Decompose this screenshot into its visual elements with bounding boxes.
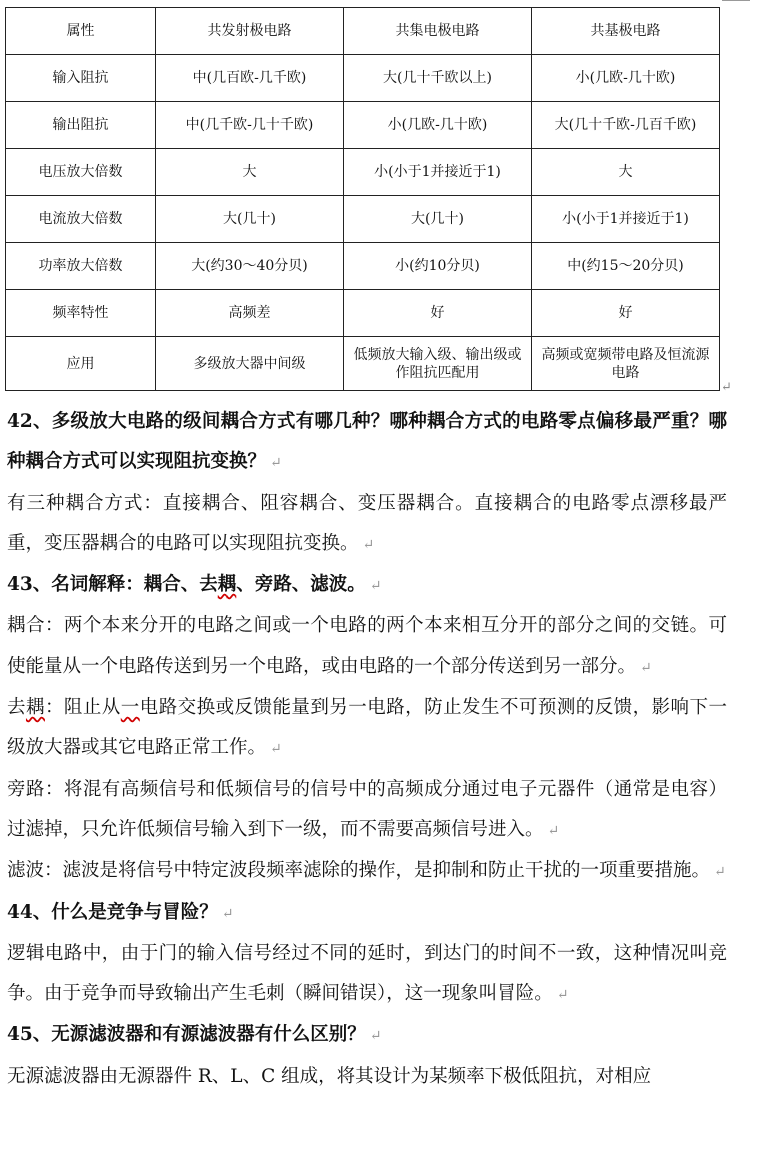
table-row [6, 149, 720, 196]
table-cell: 中(约15～20分贝) [532, 243, 720, 290]
answer-44: 逻辑电路中，由于门的输入信号经过不同的延时，到达门的时间不一致，这种情况叫竞争。由于竞争而导致输出产生毛刺（瞬间错误），这一现象叫冒险。 ↵ [7, 942, 727, 1005]
table-cell: 小(几欧-几十欧) [532, 55, 720, 102]
question-42: 42、多级放大电路的级间耦合方式有哪几种？哪种耦合方式的电路零点偏移最严重？哪种耦合方式可以实现阻抗变换？ ↵ [7, 411, 727, 473]
table-cell: 小(小于1并接近于1) [532, 196, 720, 243]
paragraph-mark-icon: ↵ [721, 380, 732, 395]
row-label: 电流放大倍数 [6, 196, 156, 243]
table-cell: 好 [344, 290, 532, 337]
header-cell: 共基极电路 [532, 8, 720, 55]
question-45: 45、无源滤波器和有源滤波器有什么区别？ ↵ [7, 1024, 382, 1046]
answer-42: 有三种耦合方式：直接耦合、阻容耦合、变压器耦合。直接耦合的电路零点漂移最严重，变压器耦合的电路可以实现阻抗变换。 ↵ [7, 492, 727, 554]
answer-43-decoupling: 去耦：阻止从一电路交换或反馈能量到另一电路，防止发生不可预测的反馈，影响下一级放大器或其它电路正常工作。 ↵ [7, 697, 727, 759]
table-cell: 大(几十千欧以上) [344, 55, 532, 102]
paragraph-mark-icon: ↵ [369, 1028, 382, 1045]
paragraph-mark-icon: ↵ [556, 987, 569, 1004]
paragraph-mark-icon: ↵ [714, 864, 726, 881]
header-cell: 共发射极电路 [156, 8, 344, 55]
paragraph-mark-icon: ↵ [640, 659, 652, 676]
table-row [6, 243, 720, 290]
table-header-row [6, 8, 720, 55]
table-cell: 中(几千欧-几十千欧) [156, 102, 344, 149]
answer-43-filter: 滤波：滤波是将信号中特定波段频率滤除的操作，是抑制和防止干扰的一项重要措施。 ↵ [7, 860, 726, 882]
table-cell: 大(几十) [156, 196, 344, 243]
row-label: 输出阻抗 [6, 102, 156, 149]
row-label: 功率放大倍数 [6, 243, 156, 290]
table-row [6, 290, 720, 337]
header-cell: 属性 [6, 8, 156, 55]
table-cell: 大 [156, 149, 344, 196]
table-row [6, 102, 720, 149]
paragraph-mark-icon: ↵ [270, 455, 282, 472]
table-cell: 多级放大器中间级 [156, 337, 344, 391]
header-cell: 共集电极电路 [344, 8, 532, 55]
answer-43-bypass: 旁路：将混有高频信号和低频信号的信号中的高频成分通过电子元器件（通常是电容）过滤掉，只允许低频信号输入到下一级，而不需要高频信号进入。 ↵ [7, 778, 727, 840]
row-label: 输入阻抗 [6, 55, 156, 102]
table-cell: 小(小于1并接近于1) [344, 149, 532, 196]
table-cell: 好 [532, 290, 720, 337]
table-cell: 高频或宽频带电路及恒流源电路 [532, 337, 720, 391]
table-cell: 大(约30～40分贝) [156, 243, 344, 290]
table-cell: 低频放大输入级、输出级或作阻抗匹配用 [344, 337, 532, 391]
amplifier-comparison-table [5, 7, 720, 391]
answer-45: 无源滤波器由无源器件 R、L、C 组成，将其设计为某频率下极低阻抗，对相应 [7, 1065, 652, 1087]
spellcheck-underline: 一 [120, 697, 140, 719]
table-cell: 大(几十) [344, 196, 532, 243]
paragraph-mark-icon: ↵ [221, 905, 234, 922]
paragraph-mark-icon: ↵ [547, 822, 560, 839]
table-row [6, 55, 720, 102]
document-body [7, 402, 727, 1097]
row-label: 应用 [6, 337, 156, 391]
row-label: 频率特性 [6, 290, 156, 337]
paragraph-mark-icon: ↵ [270, 741, 282, 758]
table-cell: 小(几欧-几十欧) [344, 102, 532, 149]
row-label: 电压放大倍数 [6, 149, 156, 196]
spellcheck-underline: 耦 [25, 697, 45, 719]
table-cell: 大(几十千欧-几百千欧) [532, 102, 720, 149]
table-cell: 中(几百欧-几千欧) [156, 55, 344, 102]
table-row [6, 196, 720, 243]
header-rule [722, 0, 750, 1]
paragraph-mark-icon: ↵ [369, 578, 382, 595]
table-cell: 高频差 [156, 290, 344, 337]
spellcheck-underline: 耦 [217, 574, 237, 596]
question-44: 44、什么是竞争与冒险？ ↵ [7, 901, 234, 923]
paragraph-mark-icon: ↵ [362, 536, 375, 553]
question-43: 43、名词解释：耦合、去耦、旁路、滤波。 ↵ [7, 574, 382, 596]
table-cell: 小(约10分贝) [344, 243, 532, 290]
table-row [6, 337, 720, 391]
table-cell: 大 [532, 149, 720, 196]
answer-43-coupling: 耦合：两个本来分开的电路之间或一个电路的两个本来相互分开的部分之间的交链。可使能量从一个电路传送到另一个电路，或由电路的一个部分传送到另一部分。 ↵ [7, 615, 727, 677]
